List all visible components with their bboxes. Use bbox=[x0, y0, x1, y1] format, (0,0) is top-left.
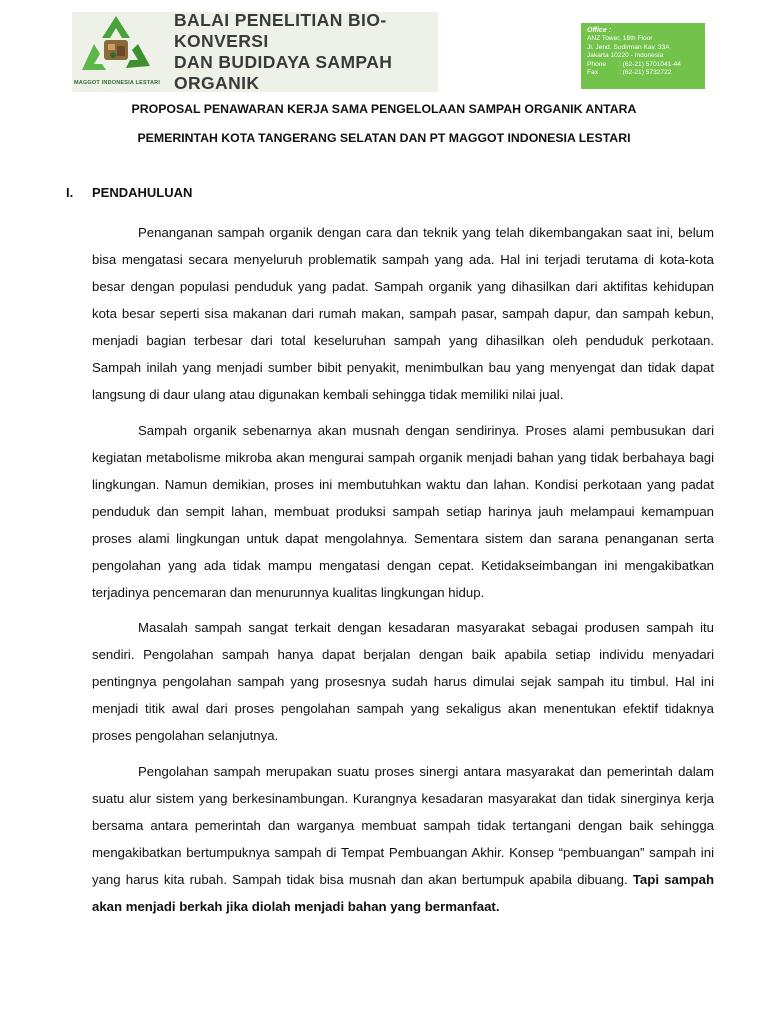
logo bbox=[72, 12, 160, 92]
office-line3: Jakarta 10220 - Indonesia bbox=[587, 52, 664, 60]
paragraph-1: Penanganan sampah organik dengan cara dan teknik yang telah dikembangakan saat ini, belum bisa mengatasi secara menyeluruh problematik sampah yang ada. Hal ini terjadi terutama di kota-kota besar dengan populasi penduduk yang padat. Sampah organik yang dihasilkan dari aktifitas kehidupan kota besar seperti sisa makanan dari rumah makan, sampah pasar, sampah dapur, dan sampah kebun, menjadi bagian terbesar dari total keseluruhan sampah yang dihasilkan oleh penduduk perkotaan. Sampah inilah yang menjadi sumber bibit penyakit, menimbulkan bau yang menyengat dan tidak dapat langsung di daur ulang atau digunakan kembali sehingga tidak memiliki nilai jual. bbox=[92, 225, 714, 402]
office-line2: Jl. Jend. Sudirman Kav. 33A bbox=[587, 43, 670, 51]
office-fax bbox=[587, 69, 699, 77]
document-title-line2: PEMERINTAH KOTA TANGERANG SELATAN DAN PT MAGGOT INDONESIA LESTARI bbox=[137, 131, 631, 145]
office-title: Office : bbox=[587, 27, 611, 34]
body-text bbox=[92, 219, 714, 920]
institute-name-line1: BALAI PENELITIAN BIO-KONVERSI bbox=[174, 10, 387, 51]
paragraph-4 bbox=[92, 758, 714, 920]
paragraph-4-text: Pengolahan sampah merupakan suatu proses sinergi antara masyarakat dan pemerintah dalam suatu alur sistem yang berkesinambungan. Kurangnya kesadaran masyarakat dan tidak sinerginya kerja bersama antara pemerintah dan warganya membuat sampah tidak tertangani dengan baik sehingga mengakibatkan bertumpuknya sampah di Tempat Pembuangan Akhir. Konsep “pembuangan” sampah ini yang harus kita rubah. Sampah tidak bisa musnah dan akan bertumpuk apabila dibuang. bbox=[92, 763, 714, 887]
paragraph-4-end: . bbox=[495, 898, 500, 914]
phone-label: Phone bbox=[587, 60, 607, 68]
office-phone bbox=[587, 61, 699, 69]
document-title-line1: PROPOSAL PENAWARAN KERJA SAMA PENGELOLAAN SAMPAH ORGANIK ANTARA bbox=[131, 102, 637, 116]
phone-value: : (62-21) 5701041-44 bbox=[619, 60, 681, 68]
fax-label: Fax bbox=[587, 69, 598, 77]
letterhead-banner bbox=[72, 12, 438, 92]
office-line1: ANZ Tower, 16th Floor bbox=[587, 35, 653, 43]
paragraph-2: Sampah organik sebenarnya akan musnah dengan sendirinya. Proses alami pembusukan dari kegiatan metabolisme mikroba akan mengurai sampah organik menjadi bahan yang tidak berbahaya bagi lingkungan. Namun demikian, proses ini membutuhkan waktu dan lahan. Kondisi perkotaan yang padat penduduk dan sempit lahan, membuat produksi sampah setiap harinya jauh melampaui kemampuan proses alami lingkungan untuk dapat mengolahnya. Sementara sistem dan sarana penanganan serta pengolahan yang ada tidak mampu mengatasi dengan cepat. Ketidakseimbangan ini mengakibatkan terjadinya pencemaran dan menurunnya kualitas lingkungan hidup. bbox=[92, 422, 714, 600]
section-heading bbox=[66, 185, 192, 200]
office-address-box bbox=[581, 23, 705, 89]
logo-caption: MAGGOT INDONESIA LESTARI bbox=[74, 80, 161, 86]
fax-value: : (62-21) 5732722 bbox=[619, 69, 672, 77]
institute-name-line2: DAN BUDIDAYA SAMPAH ORGANIK bbox=[174, 52, 393, 93]
section-title: PENDAHULUAN bbox=[92, 185, 193, 200]
paragraph-3: Masalah sampah sangat terkait dengan kesadaran masyarakat sebagai produsen sampah itu sendiri. Pengolahan sampah hanya dapat berjalan dengan baik apabila setiap individu menyadari pentingnya pengolahan sampah yang prosesnya sudah harus dimulai sejak sampah itu timbul. Hal ini menjadi titik awal dari proses pengolahan sampah yang sekaligus akan menentukan efektif tidaknya proses pengolahan selanjutnya. bbox=[92, 620, 714, 743]
paragraph-4-emphasis: Tapi sampah akan menjadi berkah jika diolah menjadi bahan yang bermanfaat bbox=[92, 871, 714, 914]
recycle-logo-icon bbox=[80, 14, 152, 76]
institute-name bbox=[174, 10, 438, 94]
section-number: I. bbox=[66, 185, 74, 200]
